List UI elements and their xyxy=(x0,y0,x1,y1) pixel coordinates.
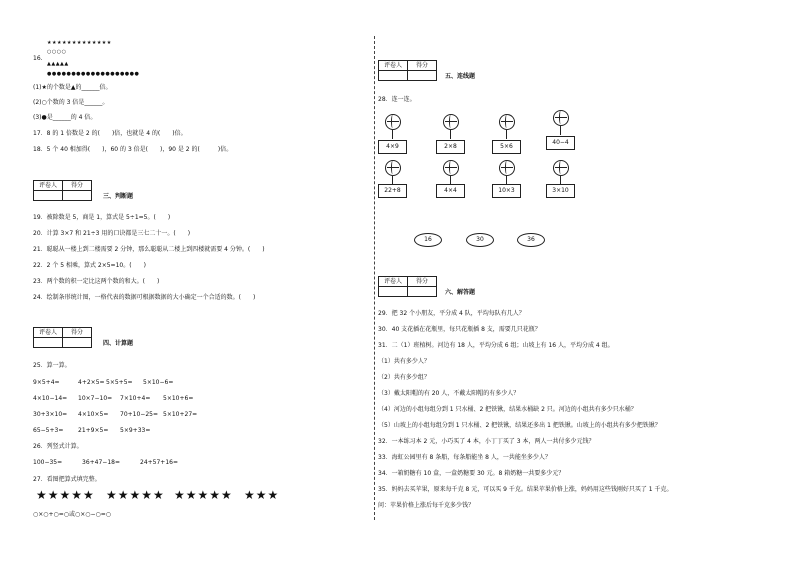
calc-item: 5×10+6= xyxy=(163,395,194,402)
question-24: 24．绘制条形统计图，一格代表的数据可根据数据的大小确定一个合适的数。( ) xyxy=(33,294,256,301)
vertical-calc-2: 36+47−18= xyxy=(82,459,120,466)
question-20: 20．计算 3×7 和 21÷3 用的口诀都是三七二十一。( ) xyxy=(33,230,191,237)
score-table-4 xyxy=(33,327,92,348)
balloon-expression[interactable]: 4×4 xyxy=(436,184,465,198)
score-header-grader: 评卷人 xyxy=(379,277,408,287)
q16-part-2: (2)○个数的 3 倍是______。 xyxy=(33,99,109,106)
balloon-string xyxy=(506,130,507,139)
answer-oval[interactable]: 36 xyxy=(517,233,545,247)
balloon-icon xyxy=(385,160,401,176)
score-header-score: 得分 xyxy=(63,181,92,191)
score-header-score: 得分 xyxy=(63,328,92,338)
score-header-score: 得分 xyxy=(408,277,437,287)
balloon-icon xyxy=(385,114,401,130)
score-table-5 xyxy=(378,60,437,81)
balloon-string xyxy=(392,130,393,139)
question-25: 25．算一算。 xyxy=(33,362,71,369)
score-table-3 xyxy=(33,180,92,201)
score-cell[interactable] xyxy=(408,287,437,297)
balloon-icon xyxy=(553,110,569,126)
q16-triangle-row: ▲▲▲▲▲ xyxy=(47,61,69,67)
q31-part-4: （4）河边的小组每组分到 1 只水桶、2 把铁锹，结果水桶缺 2 只。河边的小组共有多少只水桶？ xyxy=(378,406,637,413)
question-17: 17．8 的 1 倍数是 2 的( )倍，也就是 4 的( )倍。 xyxy=(33,130,187,137)
balloon-string xyxy=(560,126,561,135)
balloon-string xyxy=(450,130,451,139)
question-22: 22．2 个 5 相乘，算式 2×5=10。( ) xyxy=(33,262,146,269)
question-29: 29．把 32 个小朋友，平分成 4 队，平均每队有几人？ xyxy=(378,310,525,317)
calc-item: 5×10+27= xyxy=(163,411,198,418)
balloon-icon xyxy=(499,160,515,176)
score-cell[interactable] xyxy=(34,338,63,348)
answer-oval[interactable]: 16 xyxy=(414,233,442,247)
question-33: 33．海虹公园里有 8 条船，每条船能坐 8 人，一共能坐多少人？ xyxy=(378,454,551,461)
calc-item: 7×10+4= xyxy=(120,395,151,402)
calc-item: 10×7−10= xyxy=(78,395,113,402)
calc-item: 5×5+5= xyxy=(106,379,133,386)
question-31: 31．二（1）班植树。河边有 18 人，平均分成 6 组；山坡上有 16 人，平均分成 4 组。 xyxy=(378,342,614,349)
score-cell[interactable] xyxy=(379,71,408,81)
question-35: 35．妈妈去买苹果，原来每千克 8 元，可以买 9 千克。结果苹果价格上涨，妈妈用这些钱刚好只买了 1 千克。 xyxy=(378,486,673,493)
q16-part-3: (3)●是______的 4 倍。 xyxy=(33,114,97,121)
star-group-3: ★★★★★ xyxy=(174,488,233,502)
score-header-grader: 评卷人 xyxy=(34,328,63,338)
score-cell[interactable] xyxy=(408,71,437,81)
q31-part-3: （3）戴太阳帽的有 20 人，不戴太阳帽的有多少人？ xyxy=(378,390,520,397)
score-cell[interactable] xyxy=(63,338,92,348)
calc-item: 21+9×5= xyxy=(78,427,109,434)
question-32: 32．一本练习本 2 元，小巧买了 4 本，小丁丁买了 3 本，两人一共付多少元钱？ xyxy=(378,438,595,445)
q31-part-5: （5）山坡上的小组每组分到 1 只水桶、2 把铁锹，结果还多出 1 把铁锹。山坡上的小组共有多少把铁锹？ xyxy=(378,422,661,429)
q27-equation: ○×○+○=○或○×○−○=○ xyxy=(33,511,112,518)
vertical-calc-1: 100−35= xyxy=(33,459,63,466)
calc-item: 70+10−25= xyxy=(120,411,158,418)
star-group-1: ★★★★★ xyxy=(36,488,95,502)
q31-part-1: （1）共有多少人？ xyxy=(378,358,430,365)
star-group-4: ★★★ xyxy=(244,488,280,502)
balloon-icon xyxy=(553,160,569,176)
balloon-expression[interactable]: 40−4 xyxy=(546,136,575,150)
q16-dot-row: ●●●●●●●●●●●●●●●●●●● xyxy=(47,71,140,77)
star-group-2: ★★★★★ xyxy=(106,488,165,502)
question-23: 23．两个数的积一定比这两个数的和大。( ) xyxy=(33,278,160,285)
score-cell[interactable] xyxy=(63,191,92,201)
calc-item: 65−5+3= xyxy=(33,427,64,434)
balloon-icon xyxy=(443,114,459,130)
question-18: 18．5 个 40 相加得( )，60 的 3 倍是( )，90 是 2 的( )倍。 xyxy=(33,146,233,153)
question-28: 28．连一连。 xyxy=(378,96,416,103)
answer-oval[interactable]: 30 xyxy=(466,233,494,247)
calc-item: 9×5+4= xyxy=(33,379,60,386)
score-header-score: 得分 xyxy=(408,61,437,71)
score-cell[interactable] xyxy=(379,287,408,297)
score-cell[interactable] xyxy=(34,191,63,201)
calc-item: 5×10−6= xyxy=(143,379,174,386)
question-19: 19．被除数是 5，商是 1，算式是 5÷1=5。( ) xyxy=(33,214,171,221)
calc-item: 30+3×10= xyxy=(33,411,68,418)
question-26: 26．列竖式计算。 xyxy=(33,443,83,450)
question-21: 21．聪聪从一楼上到二楼需要 2 分钟，那么聪聪从二楼上到四楼就需要 4 分钟。( ) xyxy=(33,246,265,253)
balloon-expression[interactable]: 10×3 xyxy=(492,184,521,198)
balloon-expression[interactable]: 3×10 xyxy=(546,184,575,198)
section-title-3: 三、判断题 xyxy=(103,193,134,200)
q31-part-2: （2）共有多少组？ xyxy=(378,374,430,381)
balloon-icon xyxy=(499,114,515,130)
section-title-4: 四、计算题 xyxy=(103,340,134,347)
question-27: 27．看图把算式填完整。 xyxy=(33,476,101,483)
calc-item: 4×10×5= xyxy=(78,411,109,418)
balloon-expression[interactable]: 2×8 xyxy=(436,140,465,154)
score-header-grader: 评卷人 xyxy=(379,61,408,71)
column-divider xyxy=(374,36,375,520)
balloon-expression[interactable]: 4×9 xyxy=(378,140,407,154)
q35-question: 问：苹果价格上涨后每千克多少钱？ xyxy=(378,502,475,509)
score-header-grader: 评卷人 xyxy=(34,181,63,191)
score-table-6 xyxy=(378,276,437,297)
balloon-expression[interactable]: 5×6 xyxy=(492,140,521,154)
q16-circle-row: ○○○○ xyxy=(47,49,67,55)
q16-number: 16. xyxy=(33,55,43,62)
section-title-6: 六、解答题 xyxy=(445,289,476,296)
q16-star-row: ★★★★★★★★★★★★★ xyxy=(47,40,112,46)
vertical-calc-3: 24+57+16= xyxy=(140,459,178,466)
q16-part-1: (1)★的个数是▲的______倍。 xyxy=(33,84,112,91)
section-title-5: 五、连线题 xyxy=(445,73,476,80)
balloon-icon xyxy=(443,160,459,176)
question-34: 34．一箱奶糖有 10 盒，一盒奶糖要 30 元。8 箱奶糖一共要多少元？ xyxy=(378,470,565,477)
calc-item: 5×9+33= xyxy=(120,427,151,434)
balloon-expression[interactable]: 22+8 xyxy=(378,184,407,198)
calc-item: 4×10−14= xyxy=(33,395,68,402)
question-30: 30．40 支花插在花瓶里，每只花瓶插 8 支，需要几只花瓶？ xyxy=(378,326,541,333)
calc-item: 4+2×5= xyxy=(78,379,105,386)
